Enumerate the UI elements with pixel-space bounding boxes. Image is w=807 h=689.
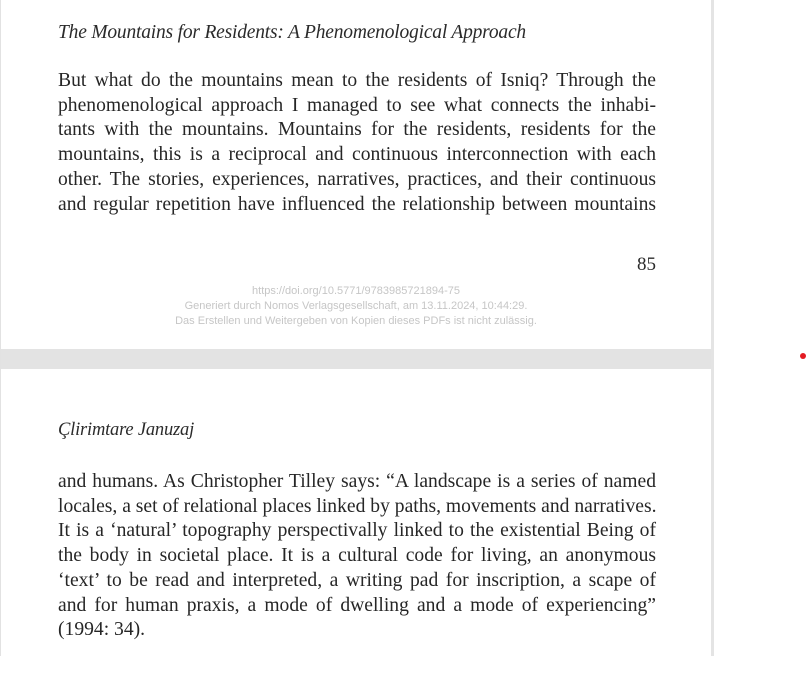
text-line: But what do the mountains mean to the residents of Isniq? Through the bbox=[58, 70, 656, 91]
text-line: tants with the mountains. Mountains for the residents, residents for the bbox=[58, 119, 656, 141]
text-line: (1994: 34). bbox=[58, 619, 146, 641]
text-line: ‘text’ to be read and interpreted, a writing pad for inscription, a scape of bbox=[58, 569, 656, 591]
annotation-dot-icon bbox=[800, 353, 806, 359]
page-number: 85 bbox=[637, 254, 656, 275]
text-line: locales, a set of relational places linked by paths, movements and narratives. bbox=[58, 495, 657, 517]
footer-notice: Das Erstellen und Weitergeben von Kopien dieses PDFs ist nicht zulässig. bbox=[175, 315, 537, 328]
text-line: and for human praxis, a mode of dwelling and a mode of experiencing” bbox=[58, 594, 656, 616]
page-footer-watermark bbox=[1, 284, 711, 330]
footer-generated: Generiert durch Nomos Verlagsgesellschaft, am 13.11.2024, 10:44:29. bbox=[184, 300, 528, 313]
text-line: and humans. As Christopher Tilley says: “A landscape is a series of named bbox=[58, 471, 656, 492]
page-border-right bbox=[711, 0, 714, 656]
pdf-page-86 bbox=[1, 369, 711, 689]
text-line: phenomenological approach I managed to see what connects the inhabi- bbox=[58, 94, 656, 116]
text-line: and regular repetition have influenced the relationship between mountains bbox=[58, 193, 656, 215]
running-head: Çlirimtare Januzaj bbox=[58, 420, 195, 440]
text-line: other. The stories, experiences, narratives, practices, and their continuous bbox=[58, 168, 656, 190]
body-paragraph bbox=[58, 470, 656, 643]
text-line: the body in societal place. It is a cultural code for living, an anonymous bbox=[58, 545, 656, 567]
text-line: mountains, this is a reciprocal and continuous interconnection with each bbox=[58, 144, 656, 166]
footer-doi: https://doi.org/10.5771/9783985721894-75 bbox=[252, 285, 460, 297]
text-line: It is a ‘natural’ topography perspectivally linked to the existential Being of bbox=[58, 520, 656, 542]
body-paragraph bbox=[58, 69, 656, 217]
pdf-page-85 bbox=[1, 0, 711, 349]
running-head: The Mountains for Residents: A Phenomenological Approach bbox=[58, 22, 526, 43]
